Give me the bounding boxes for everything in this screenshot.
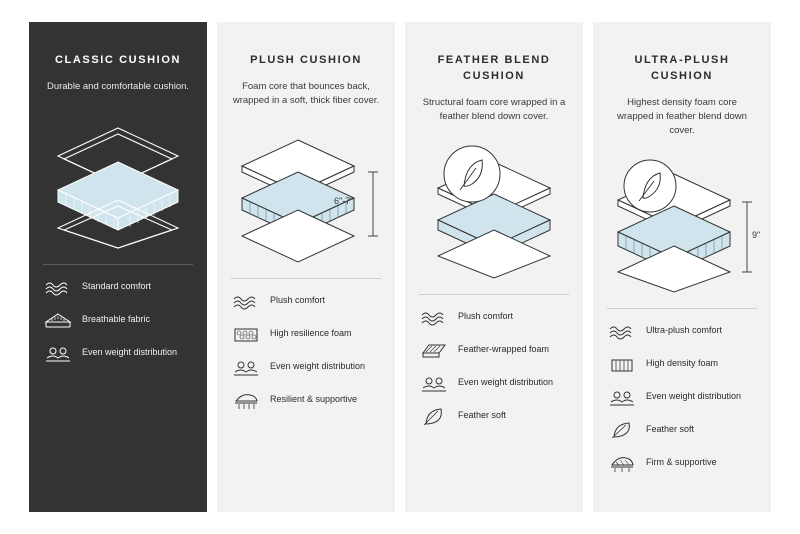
feature-label: Even weight distribution: [82, 347, 178, 357]
card-plush-cushion[interactable]: [217, 22, 395, 512]
even-weight-icon: [419, 373, 449, 395]
feature-list: [231, 291, 381, 412]
card-title: PLUSH CUSHION: [250, 54, 362, 66]
wave-lines-icon: [419, 307, 449, 329]
feature-item: [231, 291, 381, 313]
card-title: CLASSIC CUSHION: [54, 54, 182, 66]
feature-item: [419, 307, 569, 329]
feature-item: [231, 390, 381, 412]
wave-lines-icon: [607, 321, 637, 343]
feature-label: Resilient & supportive: [270, 394, 358, 404]
feature-item: [43, 343, 193, 365]
feather-wrap-icon: [419, 340, 449, 362]
card-description: Foam core that bounces back, wrapped in a soft, thick fiber cover.: [232, 81, 380, 106]
feature-label: Breathable fabric: [82, 314, 151, 324]
card-description: Durable and comfortable cushion.: [46, 81, 190, 92]
measurement-label: 6"-7": [334, 196, 354, 206]
feature-item: [43, 277, 193, 299]
card-classic-cushion[interactable]: [29, 22, 207, 512]
feature-item: [43, 310, 193, 332]
dense-foam-icon: [607, 354, 637, 376]
divider: [43, 264, 193, 265]
feature-label: Standard comfort: [82, 281, 152, 291]
feature-label: Feather soft: [458, 410, 507, 420]
supportive-seat-icon: [231, 390, 261, 412]
cushion-diagram-ultra-plush: [602, 144, 762, 294]
divider: [231, 278, 381, 279]
feature-item: [607, 420, 757, 442]
feather-icon: [607, 420, 637, 442]
layered-cushion-illustration: [38, 100, 198, 250]
feather-icon: [419, 406, 449, 428]
feature-label: Plush comfort: [270, 295, 326, 305]
feature-label: High density foam: [646, 358, 719, 368]
feature-label: Ultra-plush comfort: [646, 325, 723, 335]
card-title: FEATHER BLEND CUSHION: [437, 54, 551, 82]
feature-label: Feather-wrapped foam: [458, 344, 550, 354]
feature-label: Firm & supportive: [646, 457, 717, 467]
feature-item: [607, 354, 757, 376]
feature-item: [231, 324, 381, 346]
layered-cushion-illustration: [602, 144, 762, 294]
feature-label: Even weight distribution: [646, 391, 742, 401]
feature-label: Feather soft: [646, 424, 695, 434]
card-description: Structural foam core wrapped in a feather blend down cover.: [422, 97, 566, 122]
layered-cushion-illustration: [226, 114, 386, 264]
fabric-weave-icon: [43, 310, 73, 332]
feature-label: High resilience foam: [270, 328, 352, 338]
cushion-diagram-plush: [226, 114, 386, 264]
card-ultra-plush-cushion[interactable]: [593, 22, 771, 512]
feature-label: Plush comfort: [458, 311, 514, 321]
feature-list: [419, 307, 569, 428]
feature-list: [607, 321, 757, 475]
feature-label: Even weight distribution: [458, 377, 554, 387]
feature-item: [419, 340, 569, 362]
feature-list: [43, 277, 193, 365]
feature-item: [607, 453, 757, 475]
card-title: ULTRA-PLUSH CUSHION: [634, 54, 730, 82]
feature-label: Even weight distribution: [270, 361, 366, 371]
cushion-diagram-feather-blend: [414, 130, 574, 280]
feature-item: [231, 357, 381, 379]
measurement-label: 9": [752, 230, 761, 240]
wave-lines-icon: [231, 291, 261, 313]
feature-item: [419, 406, 569, 428]
wave-lines-icon: [43, 277, 73, 299]
even-weight-icon: [231, 357, 261, 379]
feature-item: [607, 321, 757, 343]
feature-item: [607, 387, 757, 409]
layered-cushion-illustration: [414, 130, 574, 280]
even-weight-icon: [607, 387, 637, 409]
honeycomb-foam-icon: [231, 324, 261, 346]
cushion-diagram-classic: [38, 100, 198, 250]
divider: [419, 294, 569, 295]
feature-item: [419, 373, 569, 395]
even-weight-icon: [43, 343, 73, 365]
firm-support-icon: [607, 453, 637, 475]
divider: [607, 308, 757, 309]
card-feather-blend-cushion[interactable]: [405, 22, 583, 512]
card-description: Highest density foam core wrapped in feather blend down cover.: [617, 97, 747, 136]
